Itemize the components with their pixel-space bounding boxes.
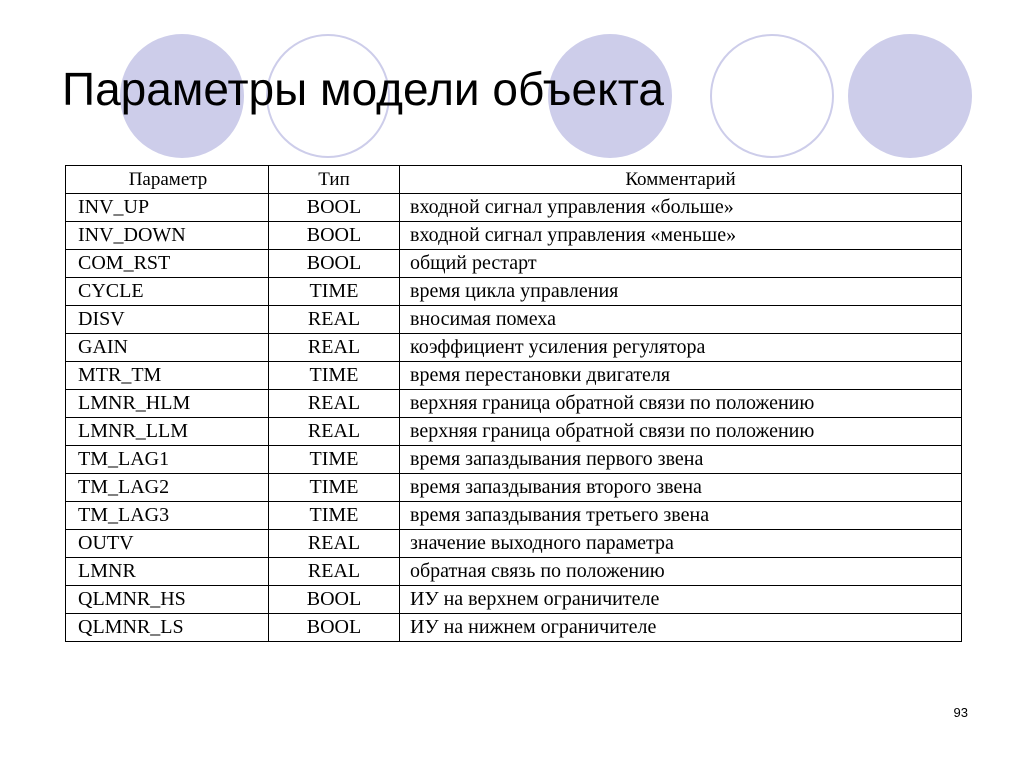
comment-cell: верхняя граница обратной связи по положению	[400, 418, 962, 446]
table-body	[66, 194, 962, 642]
param-cell: OUTV	[66, 530, 269, 558]
comment-cell: входной сигнал управления «больше»	[400, 194, 962, 222]
param-cell: MTR_TM	[66, 362, 269, 390]
param-cell: TM_LAG2	[66, 474, 269, 502]
type-cell: REAL	[269, 530, 400, 558]
table-row	[66, 474, 962, 502]
type-cell: BOOL	[269, 614, 400, 642]
type-cell: REAL	[269, 334, 400, 362]
param-cell: COM_RST	[66, 250, 269, 278]
param-cell: DISV	[66, 306, 269, 334]
type-cell: REAL	[269, 390, 400, 418]
table-row	[66, 390, 962, 418]
table-header-row	[66, 166, 962, 194]
param-cell: INV_UP	[66, 194, 269, 222]
header-parameter: Параметр	[66, 166, 269, 194]
param-cell: TM_LAG1	[66, 446, 269, 474]
type-cell: TIME	[269, 362, 400, 390]
type-cell: REAL	[269, 418, 400, 446]
table-row	[66, 222, 962, 250]
comment-cell: общий рестарт	[400, 250, 962, 278]
comment-cell: обратная связь по положению	[400, 558, 962, 586]
type-cell: TIME	[269, 474, 400, 502]
comment-cell: время запаздывания третьего звена	[400, 502, 962, 530]
comment-cell: время запаздывания первого звена	[400, 446, 962, 474]
param-cell: LMNR_LLM	[66, 418, 269, 446]
table-row	[66, 558, 962, 586]
comment-cell: вносимая помеха	[400, 306, 962, 334]
type-cell: BOOL	[269, 586, 400, 614]
param-cell: TM_LAG3	[66, 502, 269, 530]
comment-cell: ИУ на верхнем ограничителе	[400, 586, 962, 614]
table-row	[66, 278, 962, 306]
table-row	[66, 446, 962, 474]
comment-cell: время запаздывания второго звена	[400, 474, 962, 502]
table-row	[66, 250, 962, 278]
table-row	[66, 586, 962, 614]
table-row	[66, 362, 962, 390]
comment-cell: значение выходного параметра	[400, 530, 962, 558]
table-row	[66, 194, 962, 222]
decorative-circle	[710, 34, 834, 158]
type-cell: BOOL	[269, 250, 400, 278]
slide-title: Параметры модели объекта	[62, 63, 664, 115]
type-cell: BOOL	[269, 194, 400, 222]
type-cell: REAL	[269, 558, 400, 586]
header-type: Тип	[269, 166, 400, 194]
type-cell: TIME	[269, 278, 400, 306]
param-cell: LMNR_HLM	[66, 390, 269, 418]
type-cell: TIME	[269, 502, 400, 530]
table-row	[66, 530, 962, 558]
table-row	[66, 502, 962, 530]
comment-cell: время перестановки двигателя	[400, 362, 962, 390]
table-row	[66, 334, 962, 362]
header-comment: Комментарий	[400, 166, 962, 194]
param-cell: GAIN	[66, 334, 269, 362]
comment-cell: коэффициент усиления регулятора	[400, 334, 962, 362]
param-cell: LMNR	[66, 558, 269, 586]
comment-cell: верхняя граница обратной связи по положению	[400, 390, 962, 418]
type-cell: TIME	[269, 446, 400, 474]
comment-cell: время цикла управления	[400, 278, 962, 306]
comment-cell: входной сигнал управления «меньше»	[400, 222, 962, 250]
type-cell: REAL	[269, 306, 400, 334]
comment-cell: ИУ на нижнем ограничителе	[400, 614, 962, 642]
parameters-table	[65, 165, 962, 642]
page-number: 93	[953, 705, 968, 720]
param-cell: QLMNR_LS	[66, 614, 269, 642]
table-row	[66, 418, 962, 446]
param-cell: QLMNR_HS	[66, 586, 269, 614]
table-row	[66, 614, 962, 642]
param-cell: INV_DOWN	[66, 222, 269, 250]
table-row	[66, 306, 962, 334]
decorative-circle	[848, 34, 972, 158]
type-cell: BOOL	[269, 222, 400, 250]
param-cell: CYCLE	[66, 278, 269, 306]
